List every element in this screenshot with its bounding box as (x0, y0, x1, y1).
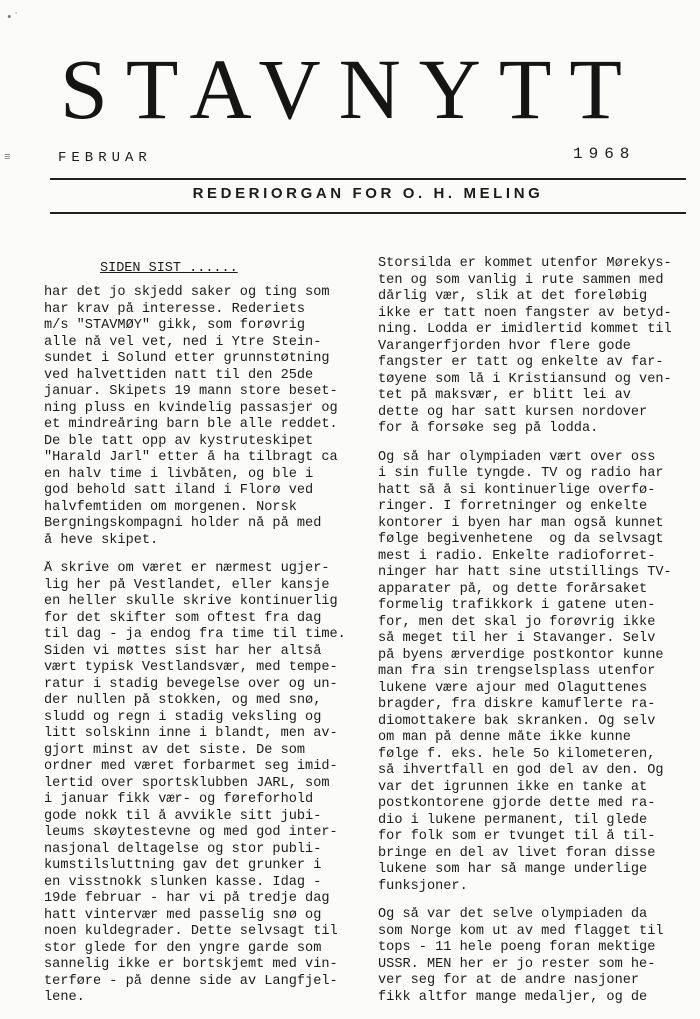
header-rule-bottom (50, 212, 686, 214)
text-line: gode nokk til å avvikle sitt jubi- (44, 808, 322, 824)
text-line: Bergningskompagni holder nå på med (44, 516, 322, 531)
margin-mark: ≡ (4, 152, 11, 164)
text-line: stor glede for den yngre garde som (44, 940, 322, 956)
text-line: hatt vintervær med passelig snø og (44, 907, 322, 923)
text-line: sludd og regn i stadig veksling og (44, 709, 322, 725)
text-line: ten og som vanlig i rute sammen med (378, 272, 664, 288)
text-line: m/s "STAVMØY" gikk, som forøvrig (44, 318, 306, 333)
text-line: som Norge kom ut av med flagget til (378, 923, 664, 939)
text-line: nasjonal deltagelse og stor publi- (44, 841, 322, 857)
text-line: ringer. I forretninger og enkelte (378, 499, 648, 514)
text-line: på byens ærverdige postkontor kunne (378, 647, 664, 663)
text-line: lukene være ajour med Olaguttenes (378, 680, 648, 696)
paragraph (378, 450, 698, 896)
paragraph (378, 256, 698, 438)
text-line: lene. (44, 990, 85, 1005)
text-line: ver seg for at de andre nasjoner (378, 973, 640, 988)
text-line: ratur i stadig bevegelse over og un- (44, 676, 338, 692)
text-line: Storsilda er kommet utenfor Mørekys- (378, 256, 672, 271)
text-line: litt solskinn inne i blandt, men av- (44, 726, 338, 741)
text-line: Å skrive om været er nærmest ugjer- (44, 561, 330, 576)
text-line: Og så har olympiaden vært over oss (378, 449, 656, 465)
text-line: et mindreåring barn ble alle reddet. (44, 417, 338, 432)
text-line: for å forsøke seg på lodda. (378, 421, 599, 436)
text-line: ordner med været forbarmet seg imid- (44, 759, 338, 774)
text-line: apparater på, og dette forårsaket (378, 581, 648, 597)
text-line: tøyene som lå i Kristiansund og ven- (378, 371, 672, 387)
text-line: De ble tatt opp av kystruteskipet (44, 433, 314, 449)
text-line: januar. Skipets 19 mann store beset- (44, 384, 338, 399)
header-rule-top (50, 178, 686, 180)
text-line: hatt så å si kontinuerlige overfø- (378, 482, 656, 498)
text-line: til dag - ja endog fra time til time. (44, 627, 346, 642)
text-line: å heve skipet. (44, 532, 159, 548)
text-line: i sin fulle tyngde. TV og radio har (378, 466, 664, 481)
text-line: ning. Lodda er imidlertid kommet til (378, 322, 672, 337)
text-line: diomottakere bak skranken. Og selv (378, 713, 656, 729)
text-line: dette og har satt kursen nordover (378, 404, 648, 420)
text-line: kontorer i byen har man også kunnet (378, 515, 664, 531)
text-line: for folk som er tvunget til å til- (378, 829, 656, 844)
text-line: lig her på Vestlandet, eller kansje (44, 577, 330, 593)
text-line: fikk altfor mange medaljer, og de (378, 989, 648, 1005)
text-line: Varangerfjorden hvor flere gode (378, 338, 631, 354)
text-line: USSR. MEN her er jo rester som he- (378, 956, 656, 972)
text-line: Siden vi møttes sist har her altså (44, 643, 322, 659)
text-line: dårlig vær, slik at det foreløbig (378, 289, 648, 304)
issue-year: 1968 (573, 145, 636, 163)
text-line: tops - 11 hele poeng foran mektige (378, 940, 656, 955)
text-line: lertid over sportsklubben JARL, som (44, 775, 330, 791)
masthead-title: STAVNYTT (60, 41, 640, 137)
text-line: en heller skulle skrive kontinuerlig (44, 594, 338, 609)
text-line: bringe en del av livet foran disse (378, 845, 656, 861)
text-line: funksjoner. (378, 878, 468, 894)
text-line: Og så var det selve olympiaden da (378, 907, 648, 922)
text-line: fangster er tatt og enkelte av far- (378, 355, 664, 370)
left-column (44, 285, 374, 1019)
text-line: mest i radio. Enkelte radioforret- (378, 548, 656, 564)
text-line: alle nå vel vet, ned i Ytre Stein- (44, 334, 322, 350)
text-line: man fra sin trengselsplass utenfor (378, 664, 656, 679)
text-line: var det igrunnen ikke en tanke at (378, 779, 648, 795)
text-line: tet på maksvær, er blitt lei av (378, 388, 631, 403)
text-line: for, men det skal jo forøvrig ikke (378, 614, 656, 630)
text-line: lukene som har så mange underlige (378, 862, 648, 877)
text-line: formelig trafikkork i gatene uten- (378, 598, 656, 613)
text-line: ning pluss en kvindelig passasjer og (44, 400, 338, 416)
text-line: kumstilsluttning gav det grunker i (44, 858, 322, 873)
section-heading: SIDEN SIST ...... (100, 261, 238, 276)
margin-mark: •ʾ (6, 12, 20, 24)
text-line: en visstnokk slunken kasse. Idag - (44, 874, 322, 890)
text-line: god behold satt iland i Florø ved (44, 483, 314, 498)
right-column (378, 256, 698, 1018)
text-line: der nullen på stokken, og med snø, (44, 693, 322, 708)
text-line: sundet i Solund etter grunnstøtning (44, 351, 330, 366)
text-line: for det skifter som oftest fra dag (44, 610, 322, 626)
text-line: vært typisk Vestlandsvær, med tempe- (44, 660, 338, 675)
text-line: i januar fikk vær- og føreforhold (44, 792, 314, 807)
issue-month: FEBRUAR (58, 150, 152, 166)
text-line: "Harald Jarl" etter å ha tilbragt ca (44, 450, 338, 465)
paragraph (44, 561, 374, 1007)
paragraph (378, 907, 698, 1006)
text-line: så meget til her i Stavanger. Selv (378, 631, 656, 646)
text-line: dio i lukene permanent, til glede (378, 812, 648, 828)
text-line: bragder, fra diskre kamuflerte ra- (378, 697, 656, 712)
text-line: terføre - på denne side av Langfjel- (44, 973, 338, 989)
text-line: så ihvertfall en god del av den. Og (378, 763, 664, 778)
text-line: sannelig ikke er bortskjemt med vin- (44, 957, 338, 972)
text-line: 19de februar - har vi på tredje dag (44, 891, 330, 906)
text-line: har krav på interesse. Rederiets (44, 301, 306, 317)
text-line: ninger har hatt sine utstillings TV- (378, 565, 672, 580)
text-line: noen kuldegrader. Dette selvsagt til (44, 924, 338, 939)
text-line: følge begivenhetene og da selvsagt (378, 532, 664, 547)
paragraph (44, 285, 374, 549)
text-line: om man på denne måte ikke kunne (378, 730, 631, 745)
subtitle: REDERIORGAN FOR O. H. MELING (192, 185, 544, 202)
text-line: en halv time i livbåten, og ble i (44, 466, 314, 482)
text-line: ved halvettiden natt til den 25de (44, 367, 314, 383)
text-line: postkontorene gjorde dette med ra- (378, 796, 656, 811)
text-line: leums skøytestevne og med god inter- (44, 825, 338, 840)
text-line: ikke er tatt noen fangster av betyd- (378, 305, 672, 321)
text-line: har det jo skjedd saker og ting som (44, 285, 330, 300)
text-line: halvfemtiden om morgenen. Norsk (44, 499, 297, 515)
text-line: følge f. eks. hele 5o kilometeren, (378, 746, 656, 762)
text-line: gjort minst av det siste. De som (44, 742, 306, 758)
